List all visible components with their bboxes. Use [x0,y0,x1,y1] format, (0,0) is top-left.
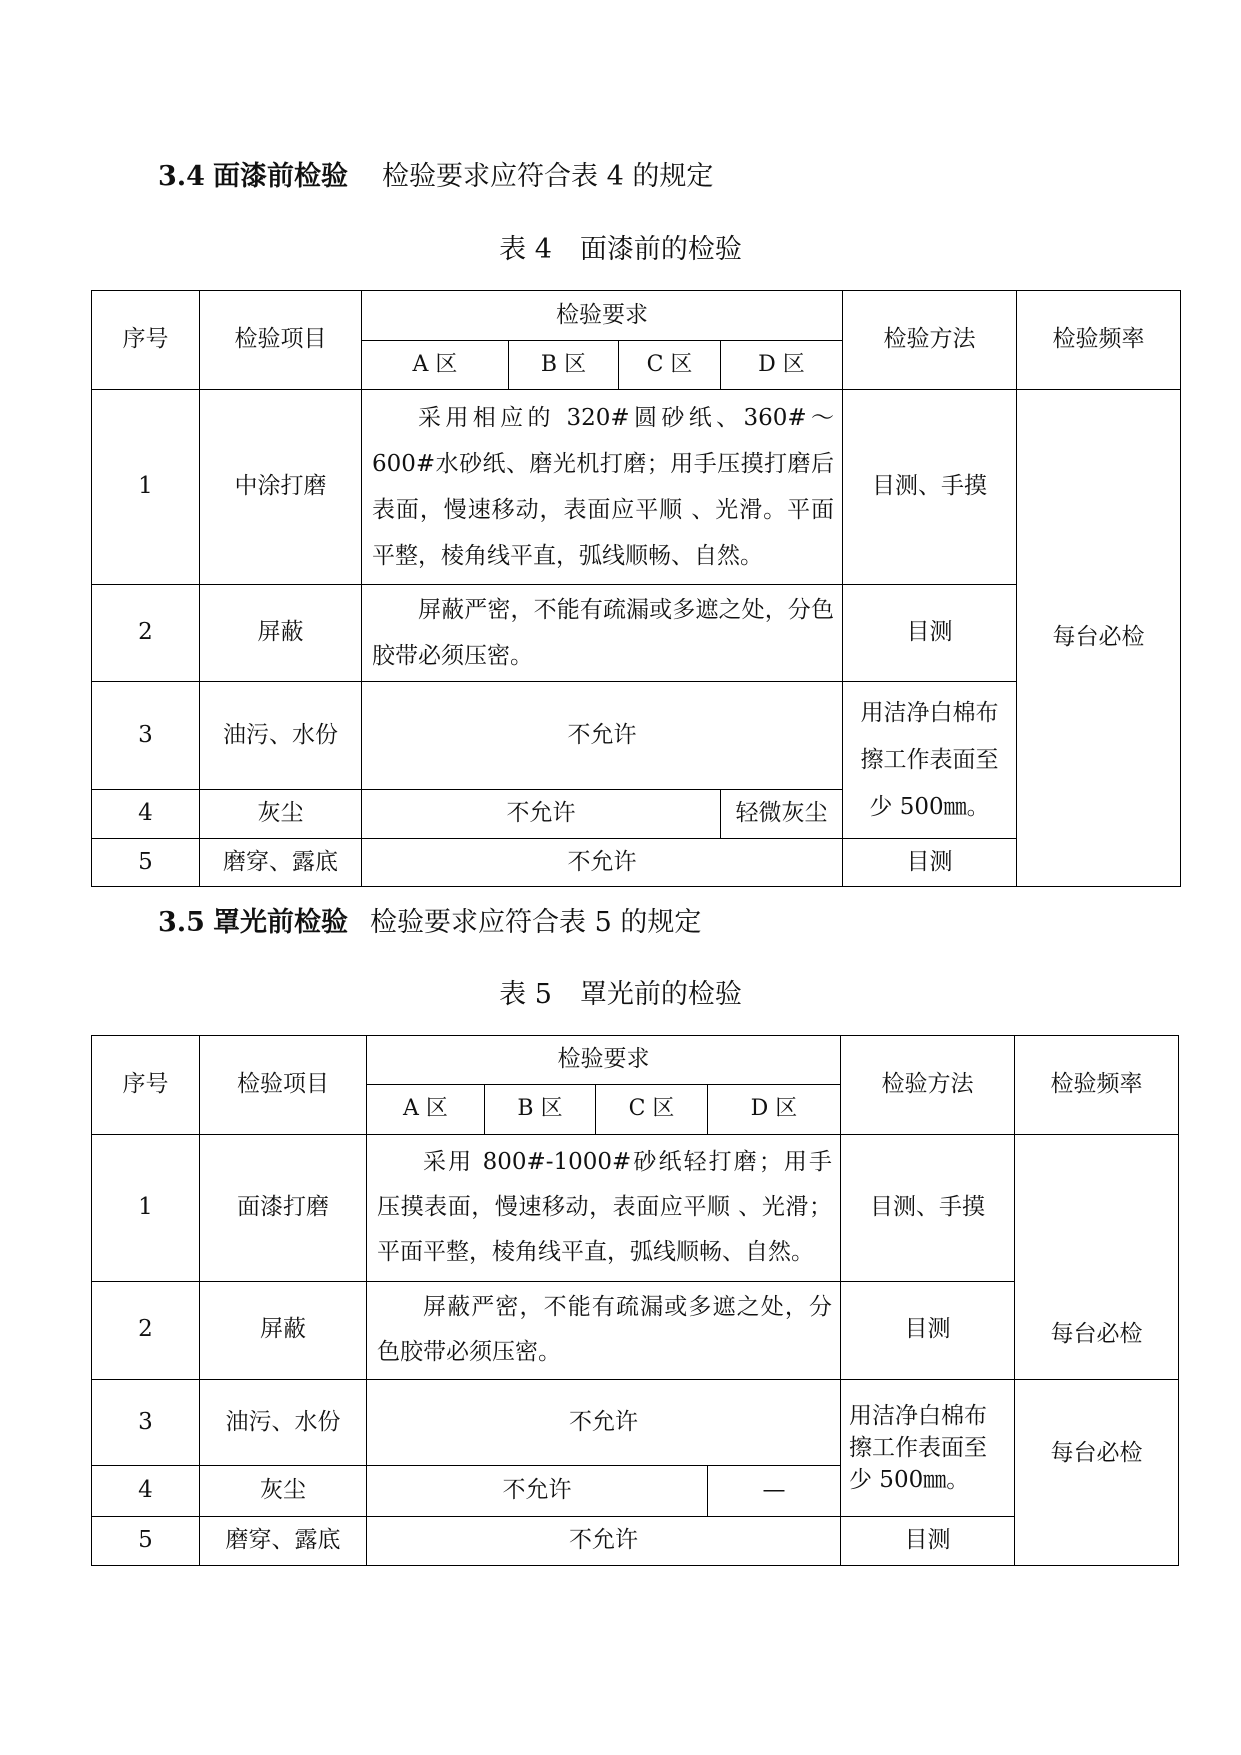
caption-title: 罩光前的检验 [579,979,742,1010]
header-item: 检验项目 [200,1036,367,1135]
header-requirement: 检验要求 [362,291,843,341]
header-requirement: 检验要求 [367,1036,841,1085]
row-item: 面漆打磨 [200,1134,367,1281]
header-method: 检验方法 [841,1036,1015,1135]
header-zone-a: A 区 [367,1085,485,1134]
row-frequency: 每台必检 [1015,1379,1179,1565]
header-seq: 序号 [92,291,200,390]
section-heading-3-5 [158,909,701,936]
section-description: 检验要求应符合表 4 的规定 [381,161,714,192]
section-heading-3-4 [158,163,713,190]
row-item: 屏蔽 [200,1281,367,1379]
row-item: 灰尘 [200,1466,367,1516]
caption-label: 表 4 [499,234,552,265]
table-5-caption [0,981,1241,1008]
row-item: 中涂打磨 [200,390,362,585]
row-seq: 5 [92,839,200,887]
table-row [92,1379,1179,1466]
row-seq: 4 [92,790,200,839]
row-item: 磨穿、露底 [200,839,362,887]
header-zone-c: C 区 [619,341,721,390]
caption-label: 表 5 [499,979,552,1010]
row-seq: 3 [92,682,200,790]
row-requirement: 不允许 [362,839,843,887]
table-4-finish-coat-inspection [91,290,1181,887]
row-requirement: 屏蔽严密，不能有疏漏或多遮之处，分色胶带必须压密。 [362,585,843,682]
row-item: 磨穿、露底 [200,1516,367,1565]
header-zone-c: C 区 [596,1085,708,1134]
row-method: 目测、手摸 [841,1134,1015,1281]
row-requirement-abc: 不允许 [367,1466,708,1516]
row-method: 目测、手摸 [843,390,1017,585]
row-requirement: 不允许 [367,1379,841,1466]
row-method: 用洁净白棉布擦工作表面至少 500㎜。 [843,682,1017,839]
header-zone-b: B 区 [485,1085,596,1134]
row-seq: 5 [92,1516,200,1565]
row-item: 屏蔽 [200,585,362,682]
row-requirement: 不允许 [362,682,843,790]
table-row [92,1134,1179,1281]
row-requirement: 采用 800#-1000#砂纸轻打磨；用手压摸表面，慢速移动，表面应平顺 、光滑；平面平整，棱角线平直，弧线顺畅、自然。 [367,1134,841,1281]
row-seq: 4 [92,1466,200,1516]
row-requirement-d: — [708,1466,841,1516]
row-requirement: 采用相应的 320#圆砂纸、360#～600#水砂纸、磨光机打磨；用手压摸打磨后表面，慢速移动，表面应平顺 、光滑。平面平整，棱角线平直，弧线顺畅、自然。 [362,390,843,585]
caption-title: 面漆前的检验 [579,234,742,265]
row-method: 用洁净白棉布擦工作表面至少 500㎜。 [841,1379,1015,1516]
header-zone-b: B 区 [509,341,619,390]
row-requirement: 不允许 [367,1516,841,1565]
header-zone-d: D 区 [721,341,843,390]
row-item: 油污、水份 [200,1379,367,1466]
row-item: 灰尘 [200,790,362,839]
row-seq: 2 [92,1281,200,1379]
row-seq: 2 [92,585,200,682]
row-requirement: 屏蔽严密，不能有疏漏或多遮之处，分色胶带必须压密。 [367,1281,841,1379]
row-seq: 3 [92,1379,200,1466]
row-requirement-d: 轻微灰尘 [721,790,843,839]
section-title: 罩光前检验 [212,907,348,938]
row-frequency: 每台必检 [1017,390,1181,887]
header-zone-a: A 区 [362,341,509,390]
row-seq: 1 [92,390,200,585]
row-method: 目测 [843,585,1017,682]
row-item: 油污、水份 [200,682,362,790]
header-frequency: 检验频率 [1017,291,1181,390]
header-zone-d: D 区 [708,1085,841,1134]
section-number: 3.5 [158,907,205,938]
row-frequency: 每台必检 [1015,1134,1179,1379]
row-requirement-abc: 不允许 [362,790,721,839]
header-method: 检验方法 [843,291,1017,390]
row-method: 目测 [841,1281,1015,1379]
header-seq: 序号 [92,1036,200,1135]
row-seq: 1 [92,1134,200,1281]
row-method: 目测 [841,1516,1015,1565]
table-row [92,390,1181,585]
header-item: 检验项目 [200,291,362,390]
section-number: 3.4 [158,161,205,192]
section-title: 面漆前检验 [212,161,348,192]
table-5-clearcoat-inspection [91,1035,1179,1566]
table-4-caption [0,236,1241,263]
section-description: 检验要求应符合表 5 的规定 [369,907,702,938]
header-frequency: 检验频率 [1015,1036,1179,1135]
row-method: 目测 [843,839,1017,887]
